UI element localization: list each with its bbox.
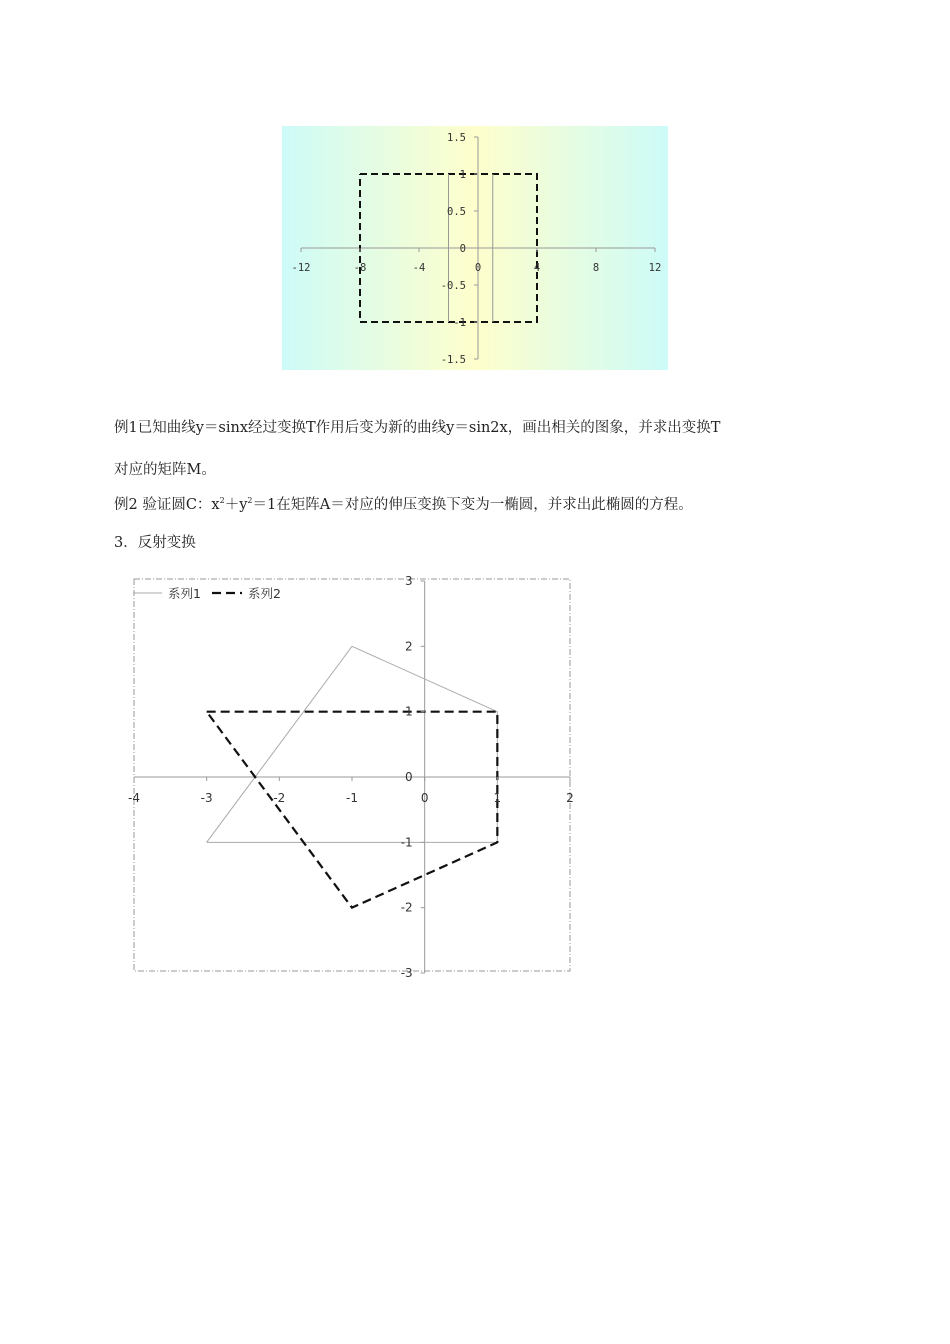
example-2 <box>114 495 693 515</box>
y-tick-label: 1 <box>459 169 466 181</box>
y-tick-label: -1 <box>400 835 413 850</box>
x-tick-label: 8 <box>592 262 600 274</box>
y-tick-label: 1 <box>405 704 413 719</box>
x-tick-label: -12 <box>291 262 311 274</box>
series-line-1 <box>207 646 498 842</box>
x-tick-label: -2 <box>273 791 286 805</box>
x-tick-label: 0 <box>474 262 482 274</box>
x-tick-label: 0 <box>420 791 429 805</box>
superscript-2: 2 <box>247 496 253 505</box>
y-tick-label: 3 <box>405 574 413 588</box>
legend-label-series-1: 系列1 <box>168 586 201 601</box>
x-tick-label: -4 <box>412 262 426 274</box>
example-2-text-c: ＝1在矩阵A＝对应的伸压变换下变为一椭圆，并求出此椭圆的方程。 <box>252 497 693 513</box>
x-tick-label: 2 <box>566 791 574 805</box>
plot-area-border <box>134 579 570 971</box>
x-tick-label: 4 <box>533 262 541 274</box>
y-tick-label: -3 <box>400 966 413 980</box>
x-tick-label: -8 <box>353 262 367 274</box>
example-2-text-b: ＋y <box>224 497 248 513</box>
legend-label-series-2: 系列2 <box>248 586 281 601</box>
reflection-transform-chart <box>100 568 600 988</box>
y-tick-label: -1 <box>453 317 466 329</box>
example-1-line-1: 例1已知曲线y＝sinx经过变换T作用后变为新的曲线y＝sin2x，画出相关的图象，并求出变换T <box>114 420 721 436</box>
y-tick-label: 0 <box>405 770 413 784</box>
y-tick-label: 2 <box>405 639 413 654</box>
x-tick-label: 12 <box>648 262 662 274</box>
y-tick-label: -1.5 <box>440 354 466 366</box>
square-transform-chart <box>282 126 668 370</box>
section-3-heading: 3．反射变换 <box>114 535 196 551</box>
superscript-2: 2 <box>219 496 225 505</box>
example-2-text-a: 例2 验证圆C：x <box>114 497 220 513</box>
x-tick-label: -4 <box>128 791 140 805</box>
y-tick-label: -2 <box>400 900 413 915</box>
series-line-2 <box>207 712 498 908</box>
x-tick-label: -3 <box>200 791 213 805</box>
y-tick-label: 1.5 <box>447 132 466 144</box>
y-tick-label: 0.5 <box>447 206 466 218</box>
x-tick-label: -1 <box>346 791 358 805</box>
x-tick-label: 1 <box>493 791 502 805</box>
y-tick-label: -0.5 <box>440 280 466 292</box>
y-tick-label: 0 <box>459 243 466 255</box>
example-1-line-2: 对应的矩阵M。 <box>114 462 216 478</box>
